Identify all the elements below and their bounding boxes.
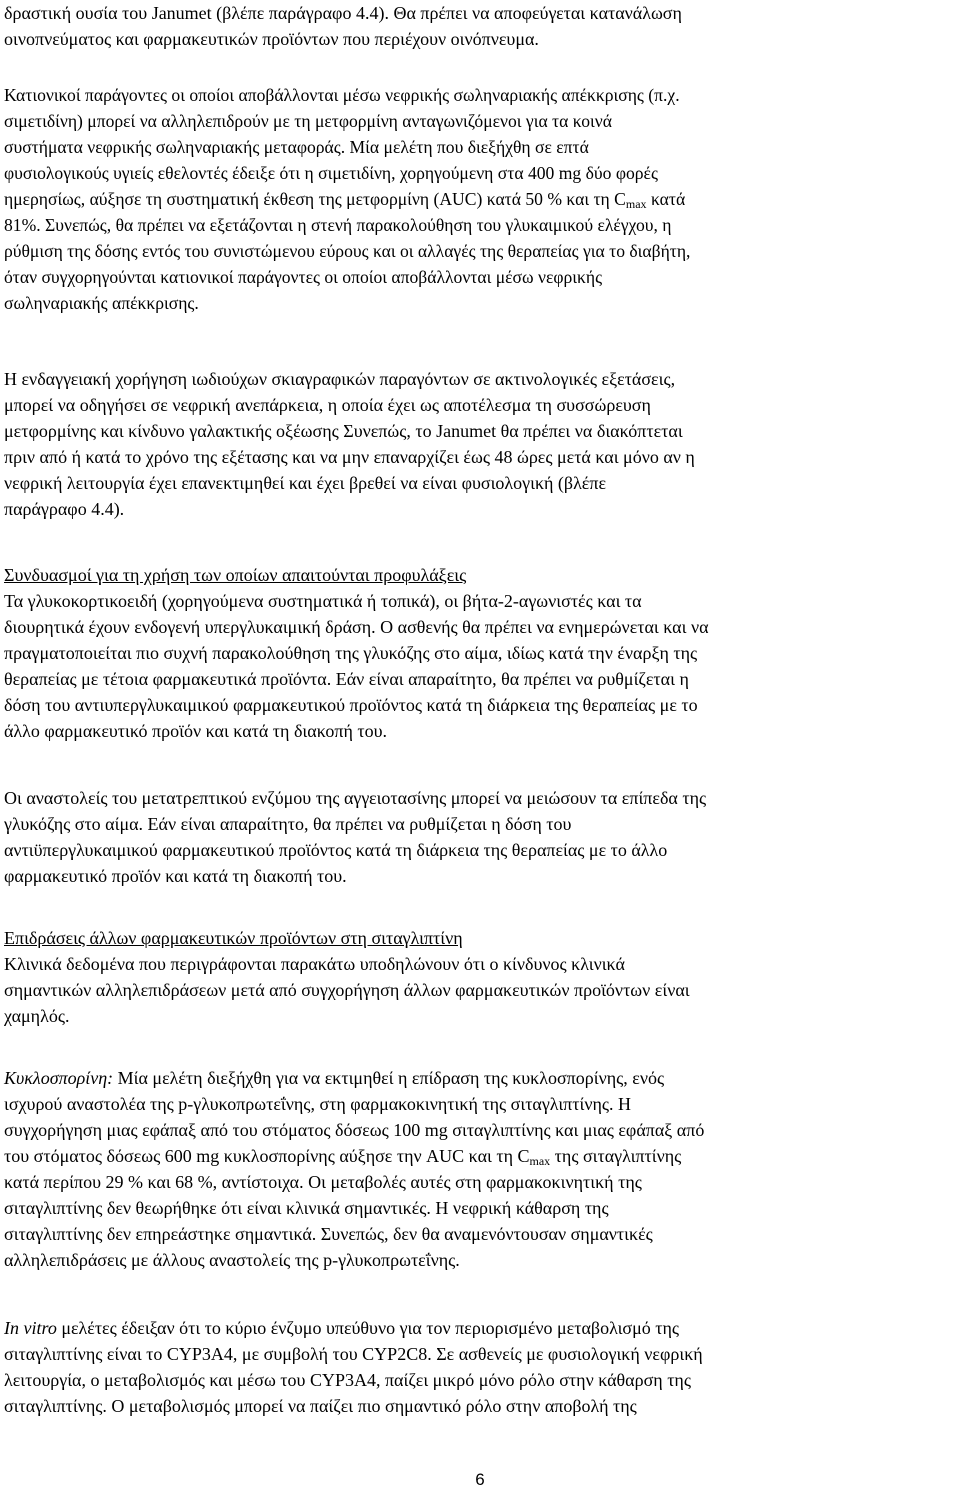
text-line: χαμηλός.: [4, 1006, 70, 1026]
text-run: μελέτες έδειξαν ότι το κύριο ένζυμο υπεύθυνο για τον περιορισμένο μεταβολισμό της: [56, 1318, 680, 1338]
paragraph-alcohol: [4, 0, 956, 52]
subscript-max: max: [625, 197, 647, 211]
text-line: [4, 1065, 956, 1091]
text-line: φυσιολογικούς υγιείς εθελοντές έδειξε ότι η σιμετιδίνη, χορηγούμενη στα 400 mg δύο φορές: [4, 163, 658, 183]
text-line: δόση του αντιυπεργλυκαιμικού φαρμακευτικού προϊόντος κατά τη διάρκεια της θεραπείας με το: [4, 695, 698, 715]
page-number: 6: [475, 1470, 485, 1489]
text-line: γλυκόζης στο αίμα. Εάν είναι απαραίτητο, θα πρέπει να ρυθμίζεται η δόση του: [4, 814, 572, 834]
text-run: κατά: [646, 189, 686, 209]
text-line: Κλινικά δεδομένα που περιγράφονται παρακάτω υποδηλώνουν ότι ο κίνδυνος κλινικά: [4, 954, 625, 974]
text-line: θεραπείας με τέτοια φαρμακευτικά προϊόντα. Εάν είναι απαραίτητο, θα πρέπει να ρυθμίζεται η: [4, 669, 689, 689]
paragraph-cationic-agents: [4, 82, 956, 316]
text-line: συγχορήγηση μιας εφάπαξ από του στόματος δόσεως 100 mg σιταγλιπτίνης και μιας εφάπαξ από: [4, 1120, 705, 1140]
text-line: κατά περίπου 29 % και 68 %, αντίστοιχα. Οι μεταβολές αυτές στη φαρμακοκινητική της: [4, 1172, 642, 1192]
text-line: [4, 1315, 956, 1341]
heading-combinations-precautions: [4, 562, 956, 588]
text-line: Κατιονικοί παράγοντες οι οποίοι αποβάλλονται μέσω νεφρικής σωληναριακής απέκκρισης (π.χ.: [4, 85, 680, 105]
text-line: Τα γλυκοκορτικοειδή (χορηγούμενα συστηματικά ή τοπικά), οι βήτα-2-αγωνιστές και τα: [4, 591, 642, 611]
text-run: Μία μελέτη διεξήχθη για να εκτιμηθεί η επίδραση της κυκλοσπορίνης, ενός: [113, 1068, 665, 1088]
text-line: [4, 186, 956, 212]
text-line: αλληλεπιδράσεις με άλλους αναστολείς της p-γλυκοπρωτεΐνης.: [4, 1250, 460, 1270]
paragraph-cyclosporine: [4, 1065, 956, 1273]
text-line: φαρμακευτικό προϊόν και κατά τη διακοπή του.: [4, 866, 347, 886]
text-line: αντιϋπεργλυκαιμικού φαρμακευτικού προϊόντος κατά τη διάρκεια της θεραπείας με το άλλο: [4, 840, 668, 860]
text-line: λειτουργία, ο μεταβολισμός και μέσω του CYP3A4, παίζει μικρό μόνο ρόλο στην κάθαρση της: [4, 1370, 691, 1390]
heading-effects-on-sitagliptin: [4, 925, 956, 951]
text-line: πραγματοποιείται πιο συχνή παρακολούθηση της γλυκόζης στο αίμα, ιδίως κατά την έναρξη της: [4, 643, 698, 663]
italic-term: Κυκλοσπορίνη:: [4, 1068, 114, 1088]
text-line: σιμετιδίνη) μπορεί να αλληλεπιδρούν με τη μετφορμίνη ανταγωνιζόμενοι για τα κοινά: [4, 111, 612, 131]
text-line: σιταγλιπτίνης. Ο μεταβολισμός μπορεί να παίζει πιο σημαντικό ρόλο στην αποβολή της: [4, 1396, 637, 1416]
text-line: Η ενδαγγειακή χορήγηση ιωδιούχων σκιαγραφικών παραγόντων σε ακτινολογικές εξετάσεις,: [4, 369, 676, 389]
subscript-max: max: [529, 1154, 551, 1168]
paragraph-glucocorticoids: [4, 588, 956, 744]
text-line: νεφρική λειτουργία έχει επανεκτιμηθεί και έχει βρεθεί να είναι φυσιολογική (βλέπε: [4, 473, 607, 493]
text-line: σιταγλιπτίνης είναι το CYP3A4, με συμβολή του CYP2C8. Σε ασθενείς με φυσιολογική νεφρική: [4, 1344, 703, 1364]
text-run: ημερησίως, αύξησε τη συστηματική έκθεση της μετφορμίνη (AUC) κατά 50 % και τη C: [4, 189, 626, 209]
text-line: σωληναριακής απέκκρισης.: [4, 293, 199, 313]
text-line: οινοπνεύματος και φαρμακευτικών προϊόντων που περιέχουν οινόπνευμα.: [4, 29, 539, 49]
text-line: διουρητικά έχουν ενδογενή υπεργλυκαιμική δράση. Ο ασθενής θα πρέπει να ενημερώνεται και να: [4, 617, 709, 637]
italic-term: In vitro: [4, 1318, 57, 1338]
paragraph-contrast-agents: [4, 366, 956, 522]
text-line: όταν συγχορηγούνται κατιονικοί παράγοντες οι οποίοι αποβάλλονται μέσω νεφρικής: [4, 267, 603, 287]
text-line: ρύθμιση της δόσης εντός του συνιστώμενου εύρους και οι αλλαγές της θεραπείας για το διαβήτη,: [4, 241, 691, 261]
text-line: σημαντικών αλληλεπιδράσεων μετά από συγχορήγηση άλλων φαρμακευτικών προϊόντων είναι: [4, 980, 690, 1000]
text-line: μπορεί να οδηγήσει σε νεφρική ανεπάρκεια, η οποία έχει ως αποτέλεσμα τη συσσώρευση: [4, 395, 651, 415]
paragraph-ace-inhibitors: [4, 785, 956, 889]
text-run: της σιταγλιπτίνης: [550, 1146, 682, 1166]
text-line: συστήματα νεφρικής σωληναριακής μεταφοράς. Μία μελέτη που διεξήχθη σε επτά: [4, 137, 589, 157]
text-line: μετφορμίνης και κίνδυνο γαλακτικής οξέωσης Συνεπώς, το Janumet θα πρέπει να διακόπτεται: [4, 421, 683, 441]
text-line: σιταγλιπτίνης δεν επηρεάστηκε σημαντικά. Συνεπώς, δεν θα αναμενόντουσαν σημαντικές: [4, 1224, 653, 1244]
text-line: πριν από ή κατά το χρόνο της εξέτασης και να μην επαναρχίζει έως 48 ώρες μετά και μόνο αν η: [4, 447, 695, 467]
section-heading: Συνδυασμοί για τη χρήση των οποίων απαιτούνται προφυλάξεις: [4, 565, 467, 585]
text-line: [4, 1143, 956, 1169]
paragraph-in-vitro: [4, 1315, 956, 1419]
text-line: 81%. Συνεπώς, θα πρέπει να εξετάζονται η στενή παρακολούθηση του γλυκαιμικού ελέγχου, η: [4, 215, 672, 235]
text-line: ισχυρού αναστολέα της p-γλυκοπρωτεΐνης, στη φαρμακοκινητική της σιταγλιπτίνης. Η: [4, 1094, 632, 1114]
text-line: παράγραφο 4.4).: [4, 499, 125, 519]
text-line: άλλο φαρμακευτικό προϊόν και κατά τη διακοπή του.: [4, 721, 388, 741]
section-heading: Επιδράσεις άλλων φαρμακευτικών προϊόντων στη σιταγλιπτίνη: [4, 928, 463, 948]
text-line: Οι αναστολείς του μετατρεπτικού ενζύμου της αγγειοτασίνης μπορεί να μειώσουν τα επίπεδα της: [4, 788, 707, 808]
paragraph-clinical-data: [4, 951, 956, 1029]
text-line: δραστική ουσία του Janumet (βλέπε παράγραφο 4.4). Θα πρέπει να αποφεύγεται κατανάλωση: [4, 3, 682, 23]
text-line: σιταγλιπτίνης δεν θεωρήθηκε ότι είναι κλινικά σημαντικές. Η νεφρική κάθαρση της: [4, 1198, 609, 1218]
text-run: του στόματος δόσεως 600 mg κυκλοσπορίνης αύξησε την AUC και τη C: [4, 1146, 530, 1166]
